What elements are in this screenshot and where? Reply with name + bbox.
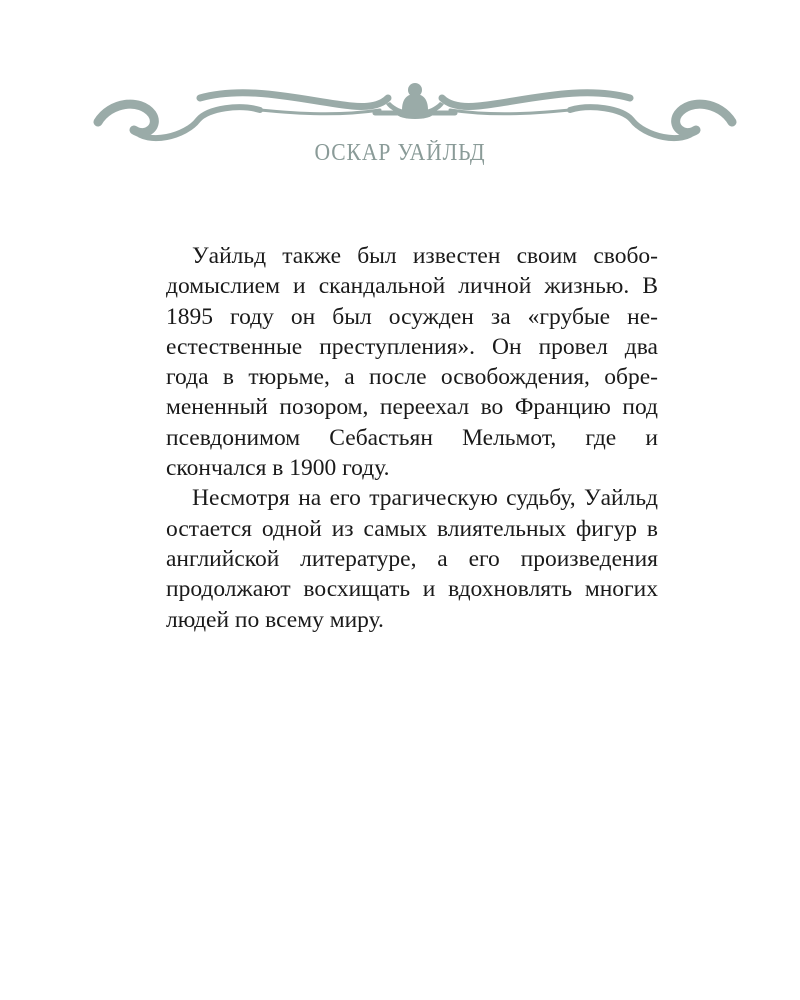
paragraph: Несмотря на его трагическую судьбу, Уайльд остается одной из самых влиятельных фигур в английской литературе, а его произведения продолжают восхищать и вдохновлять многих людей по всему миру. xyxy=(166,485,658,633)
running-head: ОСКАР УАЙЛЬД xyxy=(314,140,486,166)
paragraph: Уайльд также был известен своим свободомыслием и скандальной личной жизнью. В 1895 году он был осужден за «грубые неестественные преступления». Он провел два года в тюрьме, а после освобождения, обремененный позором, переехал во Францию под псевдонимом Себастьян Мельмот, где и скончался в 1900 году. xyxy=(166,243,658,482)
body-text xyxy=(166,241,658,635)
